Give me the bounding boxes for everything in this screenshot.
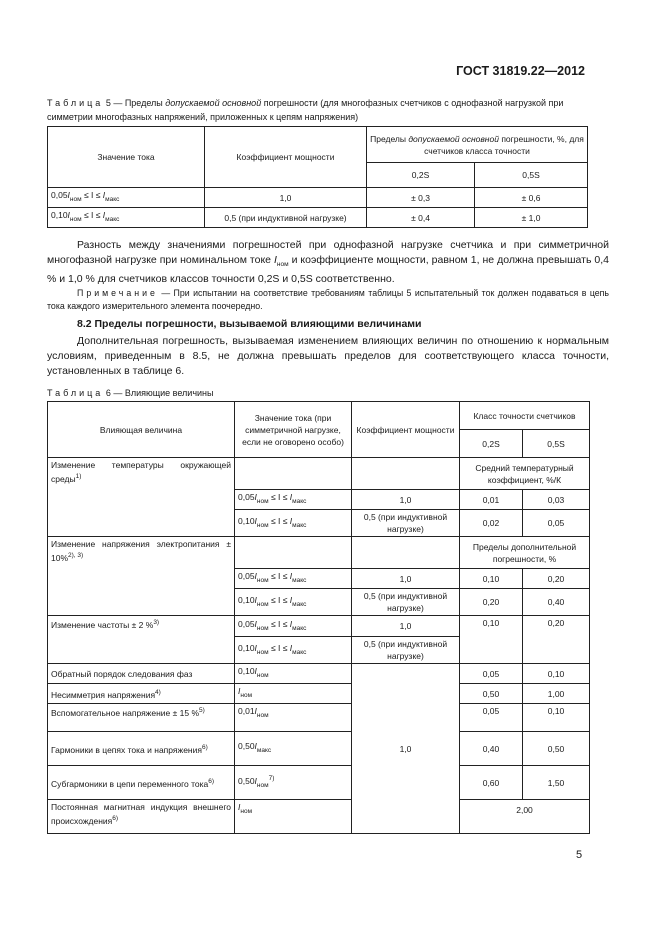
t6-temp-header: Средний температурный коэффициент, %/К [460,458,590,490]
standard-header: ГОСТ 31819.22—2012 [456,64,585,78]
t5-pf: 0,5 (при индуктивной нагрузке) [205,208,367,228]
table6-caption: Таблица 6 — Влияющие величины [47,388,214,398]
t6-temp-label: Изменение температуры окружающей среды$^{1)}$ [48,458,235,537]
t6-merged-pf: 1,0 [352,664,460,834]
note: Примечание — При испытании на соответствие требованиям таблицы 5 испытательный ток должен подаваться в цепь тока каждого измерительного элемента поочередно. [47,288,609,311]
t5-current: $0,05I_{ном} \le I \le I_{макс}$ [48,188,205,208]
t6-volt-header: Пределы дополнительной погрешности, % [460,537,590,569]
table-row [48,188,588,208]
paragraph-difference: Разность между значениями погрешностей при однофазной нагрузке счетчика и при симметричной многофазной нагрузке при номинальном токе $I_{ном}$ и коэффициенте мощности, равном 1, не должна превышать 0,4 % и 1,0 % для счетчиков классов точности 0,2S и 0,5S соответственно. [47,239,609,285]
t6-head-pf: Коэффициент мощности [352,402,460,458]
t6-head-class2: 0,5S [523,430,590,458]
t5-val: ± 0,3 [367,188,475,208]
t5-head-pf: Коэффициент мощности [205,127,367,188]
t5-head-class1: 0,2S [367,163,475,188]
table-row [48,537,590,569]
t6-phase-label: Обратный порядок следования фаз [48,664,235,684]
t5-val: ± 1,0 [475,208,588,228]
table-row: Субгармоники в цепи переменного тока$^{6)}$ $0,50I_{ном}^{7)}$ 0,60 1,50 [48,766,590,800]
table-row [48,458,590,490]
t6-head-class1: 0,2S [460,430,523,458]
table-row: $0,10I_{ном} \le I \le I_{макс}$ 0,5 (при индуктивной нагрузке) 0,20 0,40 [48,589,590,616]
paragraph-additional-error: Дополнительная погрешность, вызываемая изменением влияющих величин по отношению к нормальным условиям, приведенным в 8.5, не должна превышать пределов для соответствующего класса точности, установленных в таблице 6. [47,335,609,377]
table-6 [47,401,590,834]
table-row: $0,05I_{ном} \le I \le I_{макс}$ 1,0 0,10 0,20 [48,569,590,589]
t6-head-quantity: Влияющая величина [48,402,235,458]
table-row [48,208,588,228]
t5-head-class2: 0,5S [475,163,588,188]
t6-volt-label: Изменение напряжения электропитания ± 10%$^{2), 3)}$ [48,537,235,616]
table-row: $0,10I_{ном} \le I \le I_{макс}$ 0,5 (при индуктивной нагрузке) 0,02 0,05 [48,510,590,537]
section-title: 8.2 Пределы погрешности, вызываемой влияющими величинами [77,318,422,330]
table-row: $0,05I_{ном} \le I \le I_{макс}$ 1,0 0,01 0,03 [48,490,590,510]
t6-head-current: Значение тока (при симметричной нагрузке, если не оговорено особо) [235,402,352,458]
t6-freq-label: Изменение частоты ± 2 %$^{3)}$ [48,616,235,664]
table-row: Вспомогательное напряжение ± 15 %$^{5)}$ $0,01I_{ном}$ 0,05 0,10 [48,704,590,732]
table-row: Несимметрия напряжения$^{4)}$ $I_{ном}$ 0,50 1,00 [48,684,590,704]
page-number: 5 [576,849,583,861]
t5-head-current: Значение тока [48,127,205,188]
table-row: Постоянная магнитная индукция внешнего происхождения$^{6)}$ $I_{ном}$ 2,00 [48,800,590,820]
table-row: Обратный порядок следования фаз $0,10I_{ном}$ 1,0 0,05 0,10 [48,664,590,684]
table-row: Гармоники в цепях тока и напряжения$^{6)}$ $0,50I_{макс}$ 0,40 0,50 [48,732,590,766]
table5-caption: Таблица 5 — Пределы допускаемой основной погрешности (для многофазных счетчиков с однофазной нагрузкой при симметрии многофазных напряжений, приложенных к цепям напряжения) [47,98,564,122]
t5-head-limits: Пределы допускаемой основной погрешности, %, для счетчиков класса точности [367,127,588,163]
table-5 [47,126,588,228]
t6-head-class: Класс точности счетчиков [460,402,590,430]
t5-current: $0,10I_{ном} \le I \le I_{макс}$ [48,208,205,228]
table-row: Изменение частоты ± 2 %$^{3)}$ $0,05I_{ном} \le I \le I_{макс}$ 1,0 0,10 0,20 [48,616,590,637]
table-row: $0,10I_{ном} \le I \le I_{макс}$ 0,5 (при индуктивной нагрузке) [48,637,590,664]
t5-pf: 1,0 [205,188,367,208]
t6-mag-label: Постоянная магнитная индукция внешнего происхождения$^{6)}$ [48,800,235,834]
t5-val: ± 0,4 [367,208,475,228]
t5-val: ± 0,6 [475,188,588,208]
